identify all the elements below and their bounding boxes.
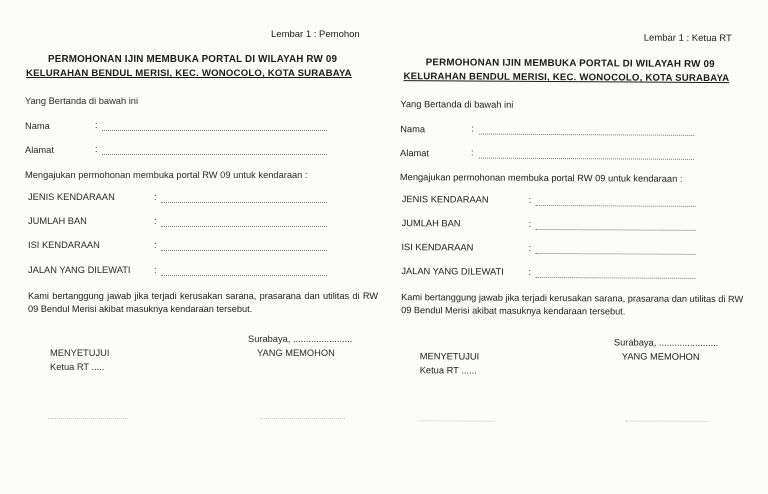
sheet-ketua-rt (383, 0, 761, 494)
field-label-alamat: Alamat (25, 145, 54, 155)
applicant-label: YANG MEMOHON (257, 348, 335, 358)
field-sep: : (528, 218, 532, 229)
jenis-kendaraan-fill-line[interactable] (161, 202, 327, 203)
field-sep: : (95, 144, 98, 154)
field-label-jumlah-ban: JUMLAH BAN (401, 218, 461, 229)
form-subtitle: KELURAHAN BENDUL MERISI, KEC. WONOCOLO, KOTA SURABAYA (403, 71, 730, 85)
form-title: PERMOHONAN IJIN MEMBUKA PORTAL DI WILAYAH RW 09 (48, 54, 338, 65)
field-label-alamat: Alamat (400, 148, 430, 159)
jenis-kendaraan-fill-line[interactable] (536, 205, 696, 207)
field-sep: : (528, 242, 532, 253)
nama-fill-line[interactable] (102, 130, 327, 131)
copy-label: Lembar 1 : Pemohon (271, 29, 360, 40)
jalan-fill-line[interactable] (161, 275, 327, 276)
liability-statement: Kami bertanggung jawab jika terjadi kerusakan sarana, prasarana dan utilitas di RW 09 Bendul Merisi akibat masuknya kendaraan tersebut. (28, 291, 378, 314)
place-date: Surabaya, ....................... (248, 334, 353, 344)
sheet-pemohon (8, 0, 383, 492)
isi-kendaraan-fill-line[interactable] (161, 250, 327, 251)
approve-label: MENYETUJUI (419, 351, 480, 362)
field-sep: : (154, 192, 157, 202)
field-label-nama: Nama (400, 124, 426, 135)
approve-role: Ketua RT ...... (419, 365, 477, 376)
approve-label: MENYETUJUI (50, 348, 110, 358)
intro-text: Yang Bertanda di bawah ini (25, 96, 139, 106)
applicant-signature-line[interactable] (260, 418, 345, 419)
approver-signature-line[interactable] (48, 418, 128, 419)
form-title: PERMOHONAN IJIN MEMBUKA PORTAL DI WILAYAH RW 09 (425, 57, 715, 71)
field-sep: : (471, 123, 474, 134)
field-sep: : (154, 216, 157, 226)
field-label-jalan: JALAN YANG DILEWATI (28, 265, 131, 275)
place-date: Surabaya, ....................... (613, 337, 719, 349)
applicant-signature-line[interactable] (625, 420, 707, 422)
field-label-jalan: JALAN YANG DILEWATI (401, 266, 504, 277)
nama-fill-line[interactable] (479, 134, 694, 136)
field-sep: : (471, 147, 474, 158)
jumlah-ban-fill-line[interactable] (161, 226, 327, 227)
request-text: Mengajukan permohonan membuka portal RW 09 untuk kendaraan : (399, 172, 683, 184)
field-sep: : (154, 265, 157, 275)
liability-statement: Kami bertanggung jawab jika terjadi kerusakan sarana, prasarana dan utilitas di RW 09 Bendul Merisi akibat masuknya kendaraan tersebut. (401, 292, 744, 317)
field-label-isi-kendaraan: ISI KENDARAAN (28, 240, 100, 250)
field-label-jenis-kendaraan: JENIS KENDARAAN (401, 194, 489, 205)
field-label-nama: Nama (25, 121, 50, 131)
intro-text: Yang Bertanda di bawah ini (400, 99, 514, 110)
isi-kendaraan-fill-line[interactable] (535, 253, 695, 255)
field-label-jumlah-ban: JUMLAH BAN (28, 216, 87, 226)
alamat-fill-line[interactable] (102, 154, 327, 155)
approve-role: Ketua RT ..... (50, 362, 105, 372)
field-sep: : (95, 120, 98, 130)
field-label-jenis-kendaraan: JENIS KENDARAAN (28, 192, 115, 202)
jumlah-ban-fill-line[interactable] (536, 229, 696, 231)
jalan-fill-line[interactable] (535, 277, 695, 279)
alamat-fill-line[interactable] (479, 158, 694, 160)
approver-signature-line[interactable] (419, 420, 494, 421)
field-sep: : (154, 240, 157, 250)
copy-label: Lembar 1 : Ketua RT (643, 32, 732, 45)
request-text: Mengajukan permohonan membuka portal RW 09 untuk kendaraan : (25, 170, 308, 180)
field-sep: : (528, 266, 531, 277)
form-subtitle: KELURAHAN BENDUL MERISI, KEC. WONOCOLO, KOTA SURABAYA (26, 68, 352, 79)
field-sep: : (528, 194, 532, 205)
field-label-isi-kendaraan: ISI KENDARAAN (401, 242, 474, 253)
applicant-label: YANG MEMOHON (621, 351, 700, 362)
